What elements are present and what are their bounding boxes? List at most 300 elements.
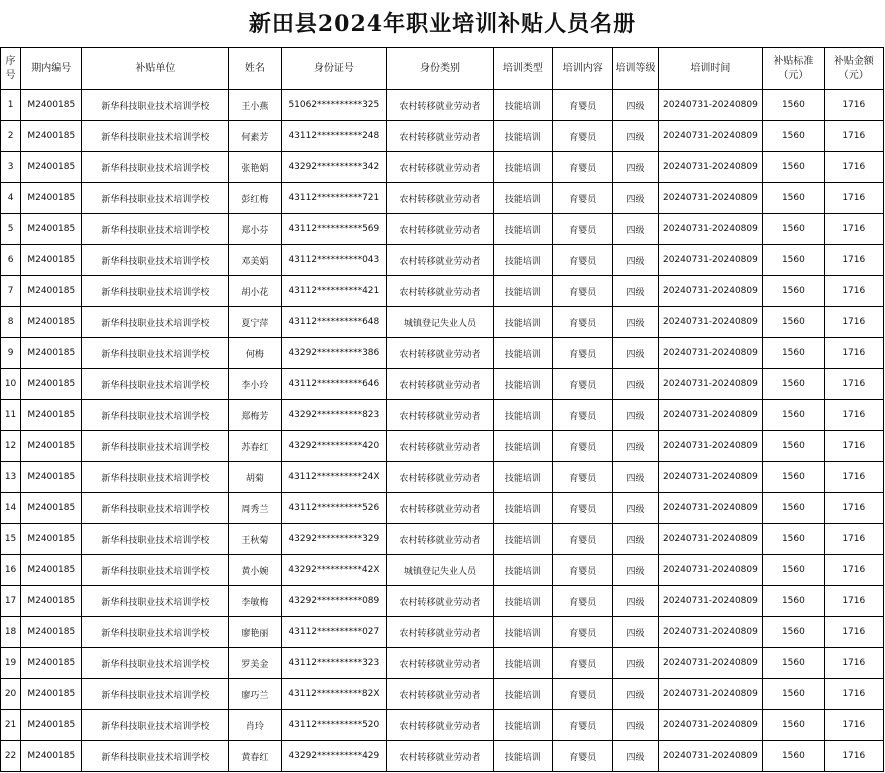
cell-subsidy-standard: 1560 <box>763 431 824 462</box>
col-training-period-header: 培训时间 <box>658 48 763 90</box>
cell-unit: 新华科技职业技术培训学校 <box>82 121 229 152</box>
cell-training-level: 四级 <box>613 90 658 121</box>
cell-name: 彭红梅 <box>229 183 281 214</box>
cell-subsidy-amount: 1716 <box>824 369 883 400</box>
cell-subsidy-amount: 1716 <box>824 400 883 431</box>
cell-name: 何素芳 <box>229 121 281 152</box>
cell-training-content: 育婴员 <box>553 524 613 555</box>
cell-identity-type: 农村转移就业劳动者 <box>387 338 494 369</box>
cell-identity-type: 农村转移就业劳动者 <box>387 245 494 276</box>
cell-batch-id: M2400185 <box>21 307 82 338</box>
cell-id-number: 43292**********823 <box>281 400 387 431</box>
cell-batch-id: M2400185 <box>21 276 82 307</box>
cell-training-type: 技能培训 <box>493 307 552 338</box>
cell-index: 22 <box>1 741 21 772</box>
cell-index: 6 <box>1 245 21 276</box>
cell-training-period: 20240731-20240809 <box>658 183 763 214</box>
cell-training-type: 技能培训 <box>493 400 552 431</box>
cell-training-period: 20240731-20240809 <box>658 524 763 555</box>
cell-identity-type: 农村转移就业劳动者 <box>387 431 494 462</box>
cell-batch-id: M2400185 <box>21 245 82 276</box>
cell-id-number: 43292**********420 <box>281 431 387 462</box>
cell-training-type: 技能培训 <box>493 90 552 121</box>
cell-unit: 新华科技职业技术培训学校 <box>82 214 229 245</box>
cell-id-number: 43112**********526 <box>281 493 387 524</box>
table-row <box>1 555 884 586</box>
cell-identity-type: 农村转移就业劳动者 <box>387 183 494 214</box>
cell-id-number: 43112**********520 <box>281 710 387 741</box>
cell-training-level: 四级 <box>613 493 658 524</box>
cell-name: 何梅 <box>229 338 281 369</box>
cell-index: 17 <box>1 586 21 617</box>
cell-index: 9 <box>1 338 21 369</box>
cell-training-level: 四级 <box>613 710 658 741</box>
cell-index: 10 <box>1 369 21 400</box>
cell-training-content: 育婴员 <box>553 586 613 617</box>
cell-unit: 新华科技职业技术培训学校 <box>82 586 229 617</box>
cell-name: 郑梅芳 <box>229 400 281 431</box>
cell-subsidy-amount: 1716 <box>824 214 883 245</box>
cell-subsidy-amount: 1716 <box>824 741 883 772</box>
cell-identity-type: 农村转移就业劳动者 <box>387 369 494 400</box>
table-row <box>1 493 884 524</box>
cell-training-content: 育婴员 <box>553 710 613 741</box>
cell-training-level: 四级 <box>613 214 658 245</box>
cell-training-level: 四级 <box>613 369 658 400</box>
cell-training-content: 育婴员 <box>553 555 613 586</box>
cell-subsidy-amount: 1716 <box>824 121 883 152</box>
cell-name: 李敏梅 <box>229 586 281 617</box>
table-header-row <box>1 48 884 90</box>
cell-unit: 新华科技职业技术培训学校 <box>82 648 229 679</box>
cell-training-period: 20240731-20240809 <box>658 493 763 524</box>
cell-training-period: 20240731-20240809 <box>658 152 763 183</box>
cell-training-level: 四级 <box>613 121 658 152</box>
cell-name: 廖巧兰 <box>229 679 281 710</box>
cell-training-content: 育婴员 <box>553 617 613 648</box>
cell-training-type: 技能培训 <box>493 183 552 214</box>
col-batch-id-header: 期内编号 <box>21 48 82 90</box>
cell-training-content: 育婴员 <box>553 152 613 183</box>
cell-identity-type: 城镇登记失业人员 <box>387 555 494 586</box>
subsidy-roster-table <box>0 47 884 772</box>
cell-batch-id: M2400185 <box>21 462 82 493</box>
cell-subsidy-amount: 1716 <box>824 431 883 462</box>
cell-id-number: 43292**********42X <box>281 555 387 586</box>
cell-subsidy-standard: 1560 <box>763 338 824 369</box>
cell-id-number: 43292**********342 <box>281 152 387 183</box>
cell-training-content: 育婴员 <box>553 121 613 152</box>
cell-training-level: 四级 <box>613 338 658 369</box>
cell-name: 王小燕 <box>229 90 281 121</box>
cell-training-content: 育婴员 <box>553 183 613 214</box>
cell-training-type: 技能培训 <box>493 648 552 679</box>
cell-unit: 新华科技职业技术培训学校 <box>82 617 229 648</box>
cell-training-level: 四级 <box>613 152 658 183</box>
cell-batch-id: M2400185 <box>21 214 82 245</box>
table-row <box>1 741 884 772</box>
cell-unit: 新华科技职业技术培训学校 <box>82 152 229 183</box>
cell-index: 5 <box>1 214 21 245</box>
cell-training-period: 20240731-20240809 <box>658 555 763 586</box>
cell-name: 肖玲 <box>229 710 281 741</box>
cell-unit: 新华科技职业技术培训学校 <box>82 307 229 338</box>
cell-id-number: 43112**********569 <box>281 214 387 245</box>
cell-subsidy-amount: 1716 <box>824 307 883 338</box>
col-unit-header: 补贴单位 <box>82 48 229 90</box>
cell-unit: 新华科技职业技术培训学校 <box>82 276 229 307</box>
cell-name: 邓美娟 <box>229 245 281 276</box>
cell-index: 20 <box>1 679 21 710</box>
cell-training-content: 育婴员 <box>553 214 613 245</box>
table-row <box>1 152 884 183</box>
cell-batch-id: M2400185 <box>21 555 82 586</box>
cell-index: 16 <box>1 555 21 586</box>
cell-subsidy-amount: 1716 <box>824 183 883 214</box>
cell-training-level: 四级 <box>613 648 658 679</box>
cell-training-content: 育婴员 <box>553 276 613 307</box>
cell-training-content: 育婴员 <box>553 307 613 338</box>
cell-id-number: 43292**********329 <box>281 524 387 555</box>
cell-training-type: 技能培训 <box>493 121 552 152</box>
cell-unit: 新华科技职业技术培训学校 <box>82 679 229 710</box>
cell-batch-id: M2400185 <box>21 679 82 710</box>
cell-training-type: 技能培训 <box>493 462 552 493</box>
cell-identity-type: 农村转移就业劳动者 <box>387 648 494 679</box>
cell-training-type: 技能培训 <box>493 152 552 183</box>
cell-index: 3 <box>1 152 21 183</box>
cell-training-content: 育婴员 <box>553 245 613 276</box>
table-row <box>1 276 884 307</box>
cell-identity-type: 农村转移就业劳动者 <box>387 276 494 307</box>
table-row <box>1 648 884 679</box>
cell-name: 郑小芬 <box>229 214 281 245</box>
cell-unit: 新华科技职业技术培训学校 <box>82 431 229 462</box>
cell-subsidy-amount: 1716 <box>824 524 883 555</box>
cell-index: 8 <box>1 307 21 338</box>
cell-training-level: 四级 <box>613 245 658 276</box>
cell-subsidy-amount: 1716 <box>824 90 883 121</box>
cell-batch-id: M2400185 <box>21 648 82 679</box>
cell-training-level: 四级 <box>613 586 658 617</box>
cell-index: 19 <box>1 648 21 679</box>
cell-training-period: 20240731-20240809 <box>658 369 763 400</box>
cell-training-content: 育婴员 <box>553 400 613 431</box>
cell-subsidy-amount: 1716 <box>824 462 883 493</box>
cell-identity-type: 农村转移就业劳动者 <box>387 90 494 121</box>
table-row <box>1 400 884 431</box>
cell-batch-id: M2400185 <box>21 121 82 152</box>
cell-subsidy-amount: 1716 <box>824 679 883 710</box>
cell-id-number: 43292**********089 <box>281 586 387 617</box>
cell-training-type: 技能培训 <box>493 338 552 369</box>
cell-name: 周秀兰 <box>229 493 281 524</box>
cell-training-type: 技能培训 <box>493 369 552 400</box>
cell-subsidy-amount: 1716 <box>824 648 883 679</box>
cell-training-level: 四级 <box>613 183 658 214</box>
cell-batch-id: M2400185 <box>21 431 82 462</box>
cell-subsidy-amount: 1716 <box>824 152 883 183</box>
cell-unit: 新华科技职业技术培训学校 <box>82 462 229 493</box>
cell-index: 18 <box>1 617 21 648</box>
table-row <box>1 245 884 276</box>
cell-training-content: 育婴员 <box>553 741 613 772</box>
cell-training-content: 育婴员 <box>553 90 613 121</box>
cell-id-number: 43112**********421 <box>281 276 387 307</box>
cell-training-type: 技能培训 <box>493 741 552 772</box>
cell-name: 黄春红 <box>229 741 281 772</box>
cell-training-type: 技能培训 <box>493 555 552 586</box>
cell-id-number: 43292**********386 <box>281 338 387 369</box>
cell-training-content: 育婴员 <box>553 679 613 710</box>
cell-name: 廖艳丽 <box>229 617 281 648</box>
cell-index: 4 <box>1 183 21 214</box>
cell-unit: 新华科技职业技术培训学校 <box>82 524 229 555</box>
cell-training-type: 技能培训 <box>493 245 552 276</box>
cell-identity-type: 农村转移就业劳动者 <box>387 586 494 617</box>
cell-training-level: 四级 <box>613 462 658 493</box>
cell-subsidy-amount: 1716 <box>824 493 883 524</box>
table-row <box>1 121 884 152</box>
cell-training-level: 四级 <box>613 679 658 710</box>
table-row <box>1 710 884 741</box>
cell-training-content: 育婴员 <box>553 369 613 400</box>
cell-training-level: 四级 <box>613 524 658 555</box>
table-row <box>1 679 884 710</box>
cell-id-number: 43112**********323 <box>281 648 387 679</box>
cell-subsidy-standard: 1560 <box>763 462 824 493</box>
cell-subsidy-standard: 1560 <box>763 307 824 338</box>
page-title: 新田县2024年职业培训补贴人员名册 <box>248 11 637 37</box>
cell-subsidy-amount: 1716 <box>824 276 883 307</box>
cell-index: 14 <box>1 493 21 524</box>
cell-training-level: 四级 <box>613 400 658 431</box>
cell-name: 夏宁萍 <box>229 307 281 338</box>
col-training-level-header: 培训等级 <box>613 48 658 90</box>
table-row <box>1 307 884 338</box>
cell-training-type: 技能培训 <box>493 710 552 741</box>
cell-id-number: 43112**********027 <box>281 617 387 648</box>
cell-unit: 新华科技职业技术培训学校 <box>82 555 229 586</box>
cell-identity-type: 农村转移就业劳动者 <box>387 152 494 183</box>
cell-subsidy-standard: 1560 <box>763 369 824 400</box>
cell-training-content: 育婴员 <box>553 648 613 679</box>
table-row <box>1 90 884 121</box>
cell-identity-type: 农村转移就业劳动者 <box>387 710 494 741</box>
col-subsidy-amount-header: 补贴金额（元） <box>824 48 883 90</box>
cell-training-type: 技能培训 <box>493 586 552 617</box>
cell-subsidy-standard: 1560 <box>763 710 824 741</box>
cell-training-period: 20240731-20240809 <box>658 400 763 431</box>
cell-batch-id: M2400185 <box>21 90 82 121</box>
cell-subsidy-standard: 1560 <box>763 617 824 648</box>
cell-batch-id: M2400185 <box>21 710 82 741</box>
cell-training-period: 20240731-20240809 <box>658 648 763 679</box>
table-row <box>1 338 884 369</box>
cell-index: 12 <box>1 431 21 462</box>
table-row <box>1 462 884 493</box>
cell-training-content: 育婴员 <box>553 493 613 524</box>
col-name-header: 姓名 <box>229 48 281 90</box>
cell-subsidy-standard: 1560 <box>763 90 824 121</box>
cell-unit: 新华科技职业技术培训学校 <box>82 245 229 276</box>
cell-subsidy-standard: 1560 <box>763 276 824 307</box>
cell-subsidy-standard: 1560 <box>763 152 824 183</box>
cell-subsidy-standard: 1560 <box>763 121 824 152</box>
cell-identity-type: 农村转移就业劳动者 <box>387 214 494 245</box>
cell-subsidy-standard: 1560 <box>763 214 824 245</box>
cell-identity-type: 农村转移就业劳动者 <box>387 462 494 493</box>
cell-unit: 新华科技职业技术培训学校 <box>82 90 229 121</box>
cell-training-content: 育婴员 <box>553 462 613 493</box>
cell-index: 11 <box>1 400 21 431</box>
cell-unit: 新华科技职业技术培训学校 <box>82 183 229 214</box>
cell-training-type: 技能培训 <box>493 431 552 462</box>
table-row <box>1 524 884 555</box>
cell-name: 王秋菊 <box>229 524 281 555</box>
cell-id-number: 43292**********429 <box>281 741 387 772</box>
cell-batch-id: M2400185 <box>21 183 82 214</box>
cell-id-number: 43112**********82X <box>281 679 387 710</box>
cell-subsidy-amount: 1716 <box>824 586 883 617</box>
cell-training-type: 技能培训 <box>493 679 552 710</box>
cell-name: 罗美金 <box>229 648 281 679</box>
cell-unit: 新华科技职业技术培训学校 <box>82 400 229 431</box>
cell-unit: 新华科技职业技术培训学校 <box>82 710 229 741</box>
cell-batch-id: M2400185 <box>21 524 82 555</box>
cell-batch-id: M2400185 <box>21 152 82 183</box>
cell-identity-type: 农村转移就业劳动者 <box>387 741 494 772</box>
cell-id-number: 43112**********24X <box>281 462 387 493</box>
cell-training-type: 技能培训 <box>493 276 552 307</box>
cell-name: 张艳娟 <box>229 152 281 183</box>
cell-subsidy-amount: 1716 <box>824 710 883 741</box>
cell-training-period: 20240731-20240809 <box>658 431 763 462</box>
cell-training-period: 20240731-20240809 <box>658 214 763 245</box>
cell-training-level: 四级 <box>613 431 658 462</box>
cell-subsidy-standard: 1560 <box>763 741 824 772</box>
cell-training-period: 20240731-20240809 <box>658 245 763 276</box>
cell-identity-type: 农村转移就业劳动者 <box>387 524 494 555</box>
cell-subsidy-standard: 1560 <box>763 586 824 617</box>
table-body <box>1 90 884 772</box>
cell-index: 2 <box>1 121 21 152</box>
cell-training-content: 育婴员 <box>553 431 613 462</box>
cell-training-period: 20240731-20240809 <box>658 276 763 307</box>
cell-name: 苏春红 <box>229 431 281 462</box>
cell-identity-type: 农村转移就业劳动者 <box>387 617 494 648</box>
cell-subsidy-standard: 1560 <box>763 648 824 679</box>
cell-name: 胡小花 <box>229 276 281 307</box>
cell-name: 李小玲 <box>229 369 281 400</box>
cell-subsidy-standard: 1560 <box>763 183 824 214</box>
cell-name: 胡菊 <box>229 462 281 493</box>
cell-subsidy-standard: 1560 <box>763 245 824 276</box>
cell-subsidy-amount: 1716 <box>824 245 883 276</box>
cell-subsidy-standard: 1560 <box>763 555 824 586</box>
cell-training-period: 20240731-20240809 <box>658 617 763 648</box>
cell-identity-type: 城镇登记失业人员 <box>387 307 494 338</box>
cell-unit: 新华科技职业技术培训学校 <box>82 338 229 369</box>
cell-identity-type: 农村转移就业劳动者 <box>387 400 494 431</box>
col-training-content-header: 培训内容 <box>553 48 613 90</box>
col-identity-type-header: 身份类别 <box>387 48 494 90</box>
cell-subsidy-amount: 1716 <box>824 338 883 369</box>
cell-subsidy-standard: 1560 <box>763 493 824 524</box>
cell-batch-id: M2400185 <box>21 400 82 431</box>
col-index-header: 序号 <box>1 48 21 90</box>
cell-subsidy-standard: 1560 <box>763 524 824 555</box>
cell-subsidy-amount: 1716 <box>824 555 883 586</box>
cell-subsidy-amount: 1716 <box>824 617 883 648</box>
cell-id-number: 43112**********646 <box>281 369 387 400</box>
cell-unit: 新华科技职业技术培训学校 <box>82 369 229 400</box>
table-row <box>1 586 884 617</box>
cell-training-type: 技能培训 <box>493 524 552 555</box>
cell-id-number: 43112**********648 <box>281 307 387 338</box>
cell-unit: 新华科技职业技术培训学校 <box>82 493 229 524</box>
cell-batch-id: M2400185 <box>21 493 82 524</box>
cell-name: 黄小婉 <box>229 555 281 586</box>
cell-unit: 新华科技职业技术培训学校 <box>82 741 229 772</box>
cell-id-number: 51062**********325 <box>281 90 387 121</box>
table-row <box>1 431 884 462</box>
cell-training-period: 20240731-20240809 <box>658 679 763 710</box>
cell-training-period: 20240731-20240809 <box>658 586 763 617</box>
cell-training-content: 育婴员 <box>553 338 613 369</box>
cell-subsidy-standard: 1560 <box>763 400 824 431</box>
cell-training-period: 20240731-20240809 <box>658 462 763 493</box>
cell-batch-id: M2400185 <box>21 338 82 369</box>
table-row <box>1 183 884 214</box>
cell-batch-id: M2400185 <box>21 369 82 400</box>
table-row <box>1 214 884 245</box>
cell-identity-type: 农村转移就业劳动者 <box>387 493 494 524</box>
cell-batch-id: M2400185 <box>21 617 82 648</box>
col-id-number-header: 身份证号 <box>281 48 387 90</box>
cell-training-level: 四级 <box>613 741 658 772</box>
cell-training-period: 20240731-20240809 <box>658 90 763 121</box>
cell-index: 7 <box>1 276 21 307</box>
cell-training-type: 技能培训 <box>493 214 552 245</box>
col-training-type-header: 培训类型 <box>493 48 552 90</box>
cell-training-level: 四级 <box>613 307 658 338</box>
table-row <box>1 617 884 648</box>
cell-batch-id: M2400185 <box>21 741 82 772</box>
cell-training-period: 20240731-20240809 <box>658 307 763 338</box>
cell-training-period: 20240731-20240809 <box>658 741 763 772</box>
cell-identity-type: 农村转移就业劳动者 <box>387 679 494 710</box>
col-subsidy-standard-header: 补贴标准（元） <box>763 48 824 90</box>
cell-training-level: 四级 <box>613 617 658 648</box>
cell-id-number: 43112**********721 <box>281 183 387 214</box>
cell-index: 15 <box>1 524 21 555</box>
table-row <box>1 369 884 400</box>
cell-id-number: 43112**********043 <box>281 245 387 276</box>
cell-subsidy-standard: 1560 <box>763 679 824 710</box>
cell-batch-id: M2400185 <box>21 586 82 617</box>
cell-training-period: 20240731-20240809 <box>658 710 763 741</box>
cell-training-level: 四级 <box>613 555 658 586</box>
cell-training-period: 20240731-20240809 <box>658 338 763 369</box>
cell-id-number: 43112**********248 <box>281 121 387 152</box>
cell-index: 13 <box>1 462 21 493</box>
cell-index: 1 <box>1 90 21 121</box>
cell-training-type: 技能培训 <box>493 493 552 524</box>
cell-identity-type: 农村转移就业劳动者 <box>387 121 494 152</box>
cell-training-type: 技能培训 <box>493 617 552 648</box>
cell-training-level: 四级 <box>613 276 658 307</box>
